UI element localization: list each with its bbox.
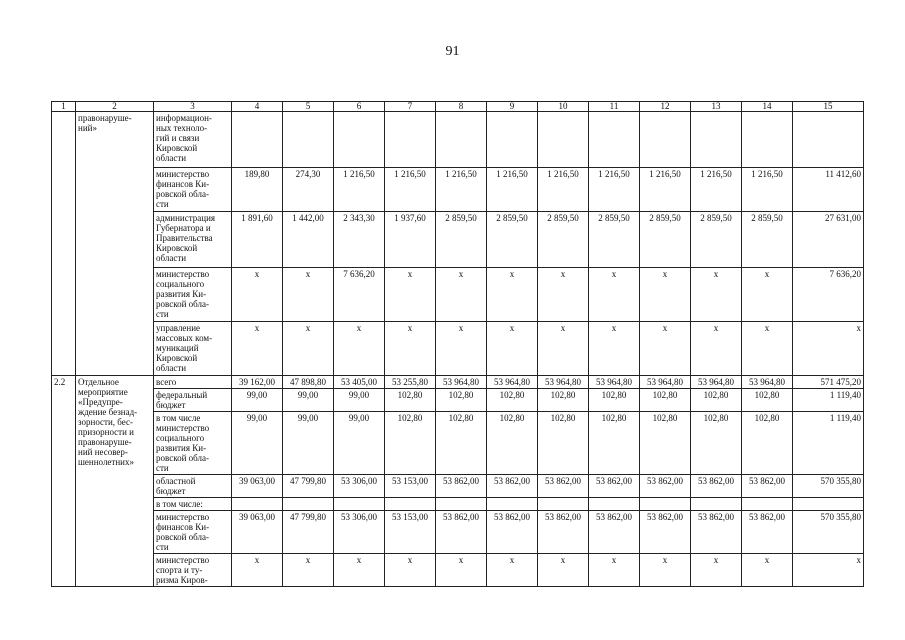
value-cell: x <box>385 554 436 587</box>
value-cell: 53 255,80 <box>385 376 436 389</box>
value-cell: 53 862,00 <box>691 511 742 554</box>
value-cell: 570 355,80 <box>793 475 864 498</box>
value-cell: x <box>436 268 487 322</box>
value-cell: 99,00 <box>334 389 385 412</box>
value-cell: 1 119,40 <box>793 412 864 475</box>
value-cell: x <box>436 554 487 587</box>
value-cell: 53 964,80 <box>691 376 742 389</box>
value-cell: x <box>691 268 742 322</box>
value-cell: 53 153,00 <box>385 475 436 498</box>
value-cell: 53 405,00 <box>334 376 385 389</box>
value-cell: 53 964,80 <box>487 376 538 389</box>
value-cell: 99,00 <box>232 412 283 475</box>
value-cell: x <box>691 322 742 376</box>
column-number: 5 <box>283 102 334 112</box>
executor-cell: администрация Губернатора и Правительства Кировской области <box>154 212 232 268</box>
column-number: 6 <box>334 102 385 112</box>
value-cell: 53 862,00 <box>538 475 589 498</box>
value-cell: 53 862,00 <box>487 511 538 554</box>
value-cell: 1 937,60 <box>385 212 436 268</box>
activity-name-cell: правонаруше- ний» <box>76 112 154 376</box>
executor-cell: всего <box>154 376 232 389</box>
value-cell: 102,80 <box>691 412 742 475</box>
value-cell <box>538 498 589 511</box>
value-cell: x <box>487 268 538 322</box>
executor-cell: министерство финансов Ки- ровской обла- сти <box>154 511 232 554</box>
value-cell <box>436 498 487 511</box>
value-cell <box>742 112 793 168</box>
value-cell: x <box>232 322 283 376</box>
table-row <box>52 412 864 475</box>
value-cell: x <box>742 554 793 587</box>
column-number: 3 <box>154 102 232 112</box>
value-cell <box>742 498 793 511</box>
value-cell: 102,80 <box>691 389 742 412</box>
value-cell: 1 119,40 <box>793 389 864 412</box>
value-cell: x <box>640 554 691 587</box>
value-cell: 1 216,50 <box>385 168 436 212</box>
value-cell: 189,80 <box>232 168 283 212</box>
column-number: 9 <box>487 102 538 112</box>
value-cell: x <box>283 268 334 322</box>
value-cell: 102,80 <box>538 389 589 412</box>
value-cell <box>538 112 589 168</box>
value-cell: 102,80 <box>487 412 538 475</box>
executor-cell: в том числе министерство социального развития Ки- ровской обла- сти <box>154 412 232 475</box>
value-cell: 102,80 <box>640 389 691 412</box>
value-cell: x <box>385 322 436 376</box>
value-cell: 53 862,00 <box>538 511 589 554</box>
value-cell: 102,80 <box>385 389 436 412</box>
value-cell <box>589 498 640 511</box>
value-cell: 1 216,50 <box>436 168 487 212</box>
value-cell: x <box>640 322 691 376</box>
row-number-cell: 2.2 <box>52 376 76 587</box>
value-cell: 47 799,80 <box>283 475 334 498</box>
value-cell: 47 799,80 <box>283 511 334 554</box>
table-row <box>52 212 864 268</box>
value-cell <box>487 498 538 511</box>
value-cell: 102,80 <box>742 412 793 475</box>
executor-cell: областной бюджет <box>154 475 232 498</box>
value-cell: 1 216,50 <box>640 168 691 212</box>
value-cell: 102,80 <box>742 389 793 412</box>
value-cell: 1 216,50 <box>742 168 793 212</box>
value-cell: 2 859,50 <box>742 212 793 268</box>
value-cell: 99,00 <box>283 389 334 412</box>
value-cell: 53 153,00 <box>385 511 436 554</box>
table-row <box>52 376 864 389</box>
value-cell: 53 862,00 <box>436 511 487 554</box>
value-cell: 1 216,50 <box>487 168 538 212</box>
executor-cell: министерство финансов Ки- ровской обла- сти <box>154 168 232 212</box>
value-cell: 53 862,00 <box>742 511 793 554</box>
value-cell: 27 631,00 <box>793 212 864 268</box>
value-cell: x <box>793 322 864 376</box>
value-cell: 53 964,80 <box>538 376 589 389</box>
table-row <box>52 475 864 498</box>
value-cell: x <box>487 554 538 587</box>
value-cell <box>436 112 487 168</box>
value-cell <box>487 112 538 168</box>
value-cell: x <box>487 322 538 376</box>
value-cell: 53 964,80 <box>742 376 793 389</box>
value-cell <box>283 112 334 168</box>
table-row <box>52 168 864 212</box>
value-cell <box>793 498 864 511</box>
executor-cell: управление массовых ком- муникаций Кировской области <box>154 322 232 376</box>
executor-cell: федеральный бюджет <box>154 389 232 412</box>
table-body <box>52 102 864 587</box>
value-cell: 102,80 <box>436 412 487 475</box>
value-cell: 39 063,00 <box>232 475 283 498</box>
column-number: 4 <box>232 102 283 112</box>
value-cell: 53 862,00 <box>640 475 691 498</box>
table-row <box>52 112 864 168</box>
value-cell: 2 343,30 <box>334 212 385 268</box>
value-cell: 2 859,50 <box>691 212 742 268</box>
value-cell: 99,00 <box>334 412 385 475</box>
value-cell: 53 862,00 <box>589 475 640 498</box>
value-cell: 102,80 <box>538 412 589 475</box>
value-cell: x <box>232 268 283 322</box>
value-cell: x <box>589 554 640 587</box>
value-cell: 53 862,00 <box>691 475 742 498</box>
value-cell: 1 891,60 <box>232 212 283 268</box>
value-cell: 53 862,00 <box>640 511 691 554</box>
value-cell: 53 862,00 <box>589 511 640 554</box>
table-row <box>52 389 864 412</box>
value-cell <box>385 112 436 168</box>
value-cell: 53 964,80 <box>436 376 487 389</box>
column-number: 15 <box>793 102 864 112</box>
value-cell: 102,80 <box>589 412 640 475</box>
value-cell: 53 306,00 <box>334 511 385 554</box>
value-cell <box>283 498 334 511</box>
value-cell <box>385 498 436 511</box>
value-cell <box>793 112 864 168</box>
value-cell: x <box>742 268 793 322</box>
value-cell: 1 442,00 <box>283 212 334 268</box>
column-number-row <box>52 102 864 112</box>
value-cell <box>640 498 691 511</box>
value-cell: 102,80 <box>589 389 640 412</box>
executor-cell: министерство социального развития Ки- ровской обла- сти <box>154 268 232 322</box>
value-cell: x <box>538 322 589 376</box>
value-cell: 1 216,50 <box>589 168 640 212</box>
value-cell: 39 063,00 <box>232 511 283 554</box>
value-cell <box>589 112 640 168</box>
value-cell: x <box>385 268 436 322</box>
executor-cell: информацион- ных техноло- гий и связи Кировской области <box>154 112 232 168</box>
value-cell: x <box>283 322 334 376</box>
budget-table <box>51 101 864 587</box>
value-cell: 53 862,00 <box>742 475 793 498</box>
value-cell: 99,00 <box>232 389 283 412</box>
value-cell: 1 216,50 <box>691 168 742 212</box>
table-row <box>52 554 864 587</box>
value-cell <box>334 112 385 168</box>
value-cell: x <box>334 554 385 587</box>
value-cell: 2 859,50 <box>589 212 640 268</box>
value-cell <box>334 498 385 511</box>
value-cell: 7 636,20 <box>334 268 385 322</box>
value-cell: 11 412,60 <box>793 168 864 212</box>
value-cell: 53 964,80 <box>589 376 640 389</box>
value-cell: x <box>334 322 385 376</box>
column-number: 12 <box>640 102 691 112</box>
value-cell: x <box>640 268 691 322</box>
value-cell <box>232 112 283 168</box>
activity-name-cell: Отдельное мероприятие «Предупре- ждение безнад- зорности, бес- призорности и правонаруше- ний несовер- шеннолетних» <box>76 376 154 587</box>
value-cell: 1 216,50 <box>334 168 385 212</box>
page-number: 91 <box>445 44 460 59</box>
value-cell: 2 859,50 <box>640 212 691 268</box>
value-cell: x <box>589 322 640 376</box>
value-cell: 53 964,80 <box>640 376 691 389</box>
value-cell: 2 859,50 <box>487 212 538 268</box>
value-cell: 1 216,50 <box>538 168 589 212</box>
column-number: 8 <box>436 102 487 112</box>
value-cell: 102,80 <box>640 412 691 475</box>
value-cell: x <box>793 554 864 587</box>
table-row <box>52 322 864 376</box>
value-cell: x <box>232 554 283 587</box>
value-cell: 102,80 <box>436 389 487 412</box>
value-cell: x <box>283 554 334 587</box>
value-cell: 2 859,50 <box>538 212 589 268</box>
table-row <box>52 268 864 322</box>
value-cell: 53 306,00 <box>334 475 385 498</box>
column-number: 13 <box>691 102 742 112</box>
column-number: 1 <box>52 102 76 112</box>
value-cell: 274,30 <box>283 168 334 212</box>
value-cell: x <box>742 322 793 376</box>
value-cell: 39 162,00 <box>232 376 283 389</box>
value-cell: 53 862,00 <box>487 475 538 498</box>
value-cell: x <box>538 268 589 322</box>
column-number: 2 <box>76 102 154 112</box>
value-cell: x <box>691 554 742 587</box>
value-cell <box>691 112 742 168</box>
value-cell <box>691 498 742 511</box>
value-cell: 99,00 <box>283 412 334 475</box>
value-cell: 2 859,50 <box>436 212 487 268</box>
value-cell: 102,80 <box>487 389 538 412</box>
row-number-cell <box>52 112 76 376</box>
executor-cell: в том числе: <box>154 498 232 511</box>
value-cell <box>232 498 283 511</box>
value-cell: 7 636,20 <box>793 268 864 322</box>
table-row <box>52 511 864 554</box>
value-cell: 53 862,00 <box>436 475 487 498</box>
column-number: 11 <box>589 102 640 112</box>
value-cell: 47 898,80 <box>283 376 334 389</box>
value-cell: 102,80 <box>385 412 436 475</box>
value-cell: x <box>589 268 640 322</box>
value-cell: x <box>538 554 589 587</box>
value-cell: 570 355,80 <box>793 511 864 554</box>
column-number: 14 <box>742 102 793 112</box>
value-cell: x <box>436 322 487 376</box>
column-number: 10 <box>538 102 589 112</box>
table-row <box>52 498 864 511</box>
value-cell: 571 475,20 <box>793 376 864 389</box>
value-cell <box>640 112 691 168</box>
executor-cell: министерство спорта и ту- ризма Киров- <box>154 554 232 587</box>
column-number: 7 <box>385 102 436 112</box>
